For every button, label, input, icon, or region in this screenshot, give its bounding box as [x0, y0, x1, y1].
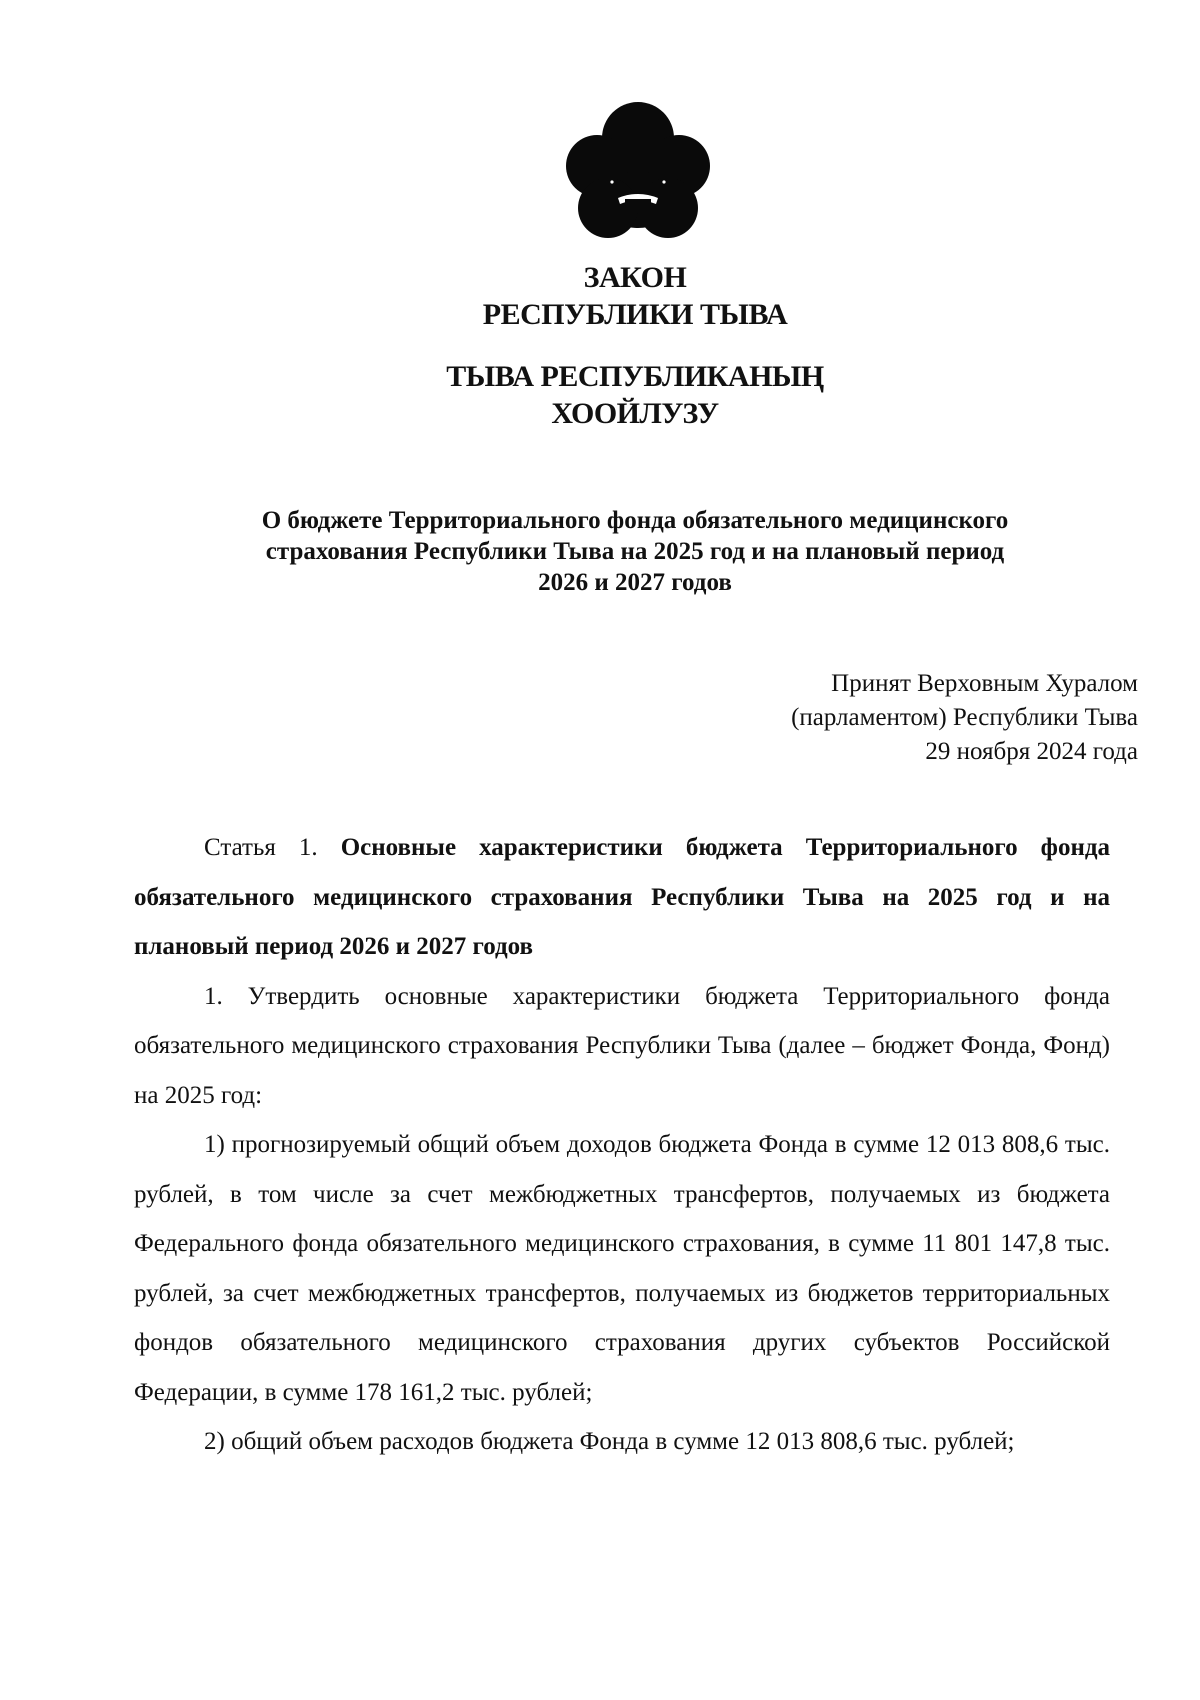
law-title-line: 2026 и 2027 годов — [538, 569, 732, 596]
article-heading — [134, 823, 1110, 972]
law-title — [130, 505, 1140, 598]
law-label-ru: ЗАКОН — [583, 261, 687, 294]
article-title: Основные характеристики бюджета Территориального фонда обязательного медицинского страхования Республики Тыва на 2025 год и на плановый период 2026 и 2027 годов — [134, 834, 1111, 960]
law-title-line: О бюджете Территориального фонда обязательного медицинского — [261, 507, 1009, 534]
law-type-title-ru — [0, 259, 1200, 333]
law-type-title-tyv — [0, 358, 1200, 432]
coat-of-arms-of-tuva-icon — [563, 98, 713, 248]
list-item: 1) прогнозируемый общий объем доходов бюджета Фонда в сумме 12 013 808,6 тыс. рублей, в том числе за счет межбюджетных трансфертов, получаемых из бюджета Федерального фонда обязательного медицинского страхования, в сумме 11 801 147,8 тыс. рублей, за счет межбюджетных трансфертов, получаемых из бюджетов территориальных фондов обязательного медицинского страхования других субъектов Российской Федерации, в сумме 178 161,2 тыс. рублей; — [134, 1131, 1110, 1406]
list-item: 2) общий объем расходов бюджета Фонда в сумме 12 013 808,6 тыс. рублей; — [204, 1428, 1015, 1455]
adoption-line: (парламентом) Республики Тыва — [791, 704, 1138, 731]
paragraph: 1. Утвердить основные характеристики бюджета Территориального фонда обязательного медицинского страхования Республики Тыва (далее – бюджет Фонда, Фонд) на 2025 год: — [134, 982, 1110, 1109]
republic-name-tyv: ТЫВА РЕСПУБЛИКАНЫҢ — [446, 360, 824, 393]
republic-name-ru: РЕСПУБЛИКИ ТЫВА — [482, 298, 788, 331]
law-title-line: страхования Республики Тыва на 2025 год и на плановый период — [265, 538, 1005, 565]
law-body — [134, 823, 1110, 1467]
article-label: Статья 1. — [204, 834, 318, 861]
adoption-date: 29 ноября 2024 года — [925, 738, 1138, 765]
law-label-tyv: ХООЙЛУЗУ — [551, 397, 719, 430]
adoption-info — [538, 667, 1138, 769]
adoption-line: Принят Верховным Хуралом — [831, 670, 1138, 697]
